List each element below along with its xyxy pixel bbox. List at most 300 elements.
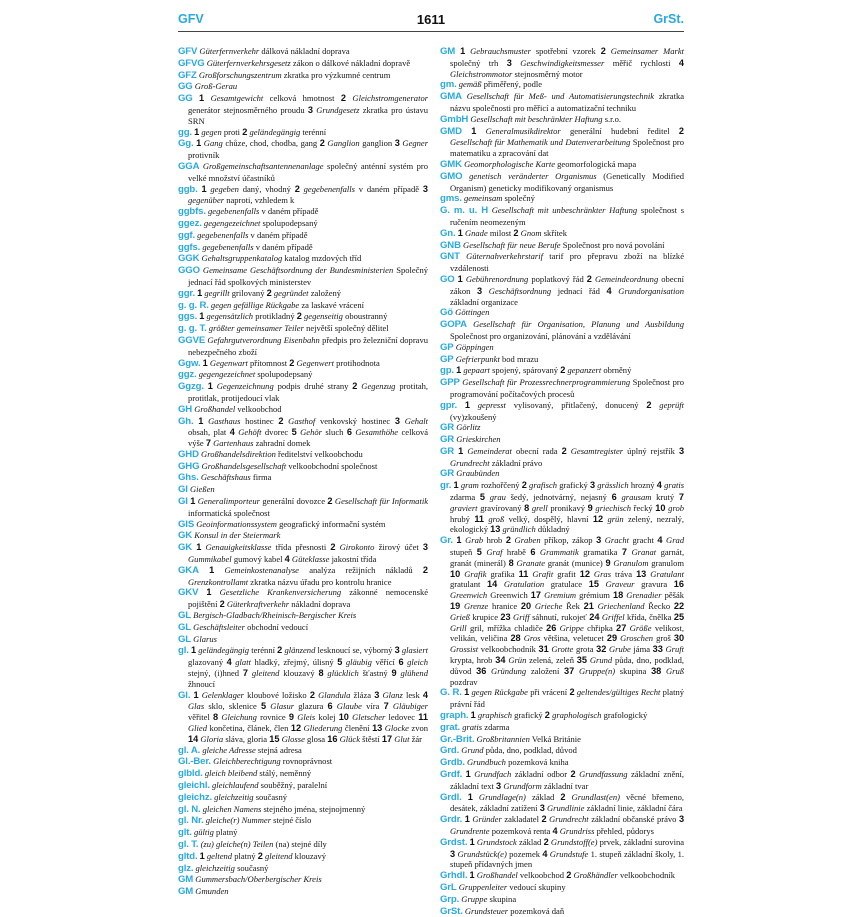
sense-number: 1 bbox=[460, 46, 466, 56]
german-term: Gleichberechtigung bbox=[213, 756, 281, 767]
sense-number: 14 bbox=[486, 579, 498, 590]
sense-number: 1 bbox=[465, 769, 471, 779]
czech-translation: zelený, nezralý, ekologický bbox=[450, 513, 685, 535]
czech-translation: spojený, spárovaný bbox=[492, 365, 559, 376]
czech-translation: grafit bbox=[557, 568, 576, 579]
czech-translation: (na) stejné díly bbox=[275, 838, 327, 849]
dictionary-entry bbox=[440, 687, 684, 710]
german-term: Grundbuch bbox=[466, 757, 506, 768]
german-term: Görlitz bbox=[456, 422, 481, 433]
czech-translation: dvorec bbox=[264, 427, 289, 438]
german-term: Gruppe(n) bbox=[578, 665, 616, 676]
german-term: geländegängig bbox=[249, 126, 301, 137]
headword: GKV bbox=[178, 587, 199, 599]
german-term: glücklich bbox=[327, 668, 359, 679]
dictionary-entry bbox=[440, 734, 684, 746]
german-term: Gremium bbox=[544, 590, 577, 601]
czech-translation: Greenwich bbox=[490, 590, 528, 601]
czech-translation: platný bbox=[234, 850, 256, 861]
dictionary-entry bbox=[178, 404, 428, 416]
czech-translation: sluch bbox=[325, 427, 344, 438]
headword: GGA bbox=[178, 160, 200, 172]
dictionary-entry bbox=[178, 484, 428, 496]
czech-translation: velkoobchod bbox=[237, 403, 282, 414]
german-term: Glocke bbox=[384, 723, 409, 734]
sense-number: 2 bbox=[242, 126, 248, 137]
czech-translation: dálková nákladní doprava bbox=[261, 46, 350, 56]
czech-translation: sláva, gloria bbox=[225, 733, 268, 744]
german-term: glühend bbox=[400, 668, 428, 679]
german-term: Grippe bbox=[559, 622, 584, 633]
sense-number: 1 bbox=[199, 311, 205, 322]
sense-number: 3 bbox=[506, 57, 512, 68]
dictionary-entry bbox=[178, 815, 428, 827]
german-term: Güterkraftverkehr bbox=[226, 599, 290, 610]
headword: GFZ bbox=[178, 69, 197, 81]
czech-translation: zahradní domek bbox=[255, 438, 311, 449]
dictionary-entry bbox=[440, 354, 684, 366]
german-term: gründlich bbox=[502, 524, 536, 535]
dictionary-entry bbox=[178, 449, 428, 461]
german-term: Grenadier bbox=[626, 590, 662, 601]
sense-number: 32 bbox=[596, 644, 607, 655]
german-term: Glandula bbox=[318, 689, 351, 700]
sense-number: 8 bbox=[524, 502, 530, 513]
sense-number: 21 bbox=[583, 601, 594, 612]
czech-translation: zelená, zeleň bbox=[529, 655, 574, 666]
czech-translation: granát (munice) bbox=[547, 557, 603, 568]
german-term: Gefahrgutverordnung Eisenbahn bbox=[207, 334, 320, 345]
german-term: Gemeinderat bbox=[467, 445, 512, 456]
sense-number: 11 bbox=[418, 712, 428, 723]
sense-number: 4 bbox=[284, 554, 290, 565]
headword: Gö bbox=[440, 307, 454, 319]
sense-number: 1 bbox=[453, 480, 459, 491]
sense-number: 5 bbox=[479, 492, 485, 503]
german-term: grell bbox=[531, 502, 548, 513]
german-term: Glut bbox=[394, 733, 410, 744]
headword: graph. bbox=[440, 710, 469, 722]
dictionary-entry bbox=[440, 91, 684, 114]
german-term: Grundrente bbox=[450, 825, 490, 836]
sense-number: 1 bbox=[190, 645, 197, 656]
czech-translation: sáhnutí, rukojeť bbox=[532, 611, 587, 622]
czech-translation: obecní zákon bbox=[450, 273, 685, 296]
sense-number: 13 bbox=[636, 568, 647, 579]
czech-translation: rovnice bbox=[260, 712, 286, 723]
czech-translation: groš bbox=[656, 633, 671, 644]
german-term: gleich bbox=[407, 657, 428, 668]
czech-translation: Řecko bbox=[648, 601, 671, 612]
czech-translation: zvon bbox=[411, 723, 429, 734]
german-term: Grieskirchen bbox=[456, 434, 501, 445]
dictionary-entry bbox=[440, 769, 684, 792]
dictionary-entry bbox=[440, 870, 684, 882]
czech-translation: největší společný dělitel bbox=[306, 323, 389, 334]
dictionary-entry bbox=[178, 242, 428, 254]
czech-translation: zakladatel bbox=[504, 814, 539, 825]
sense-number: 8 bbox=[213, 712, 219, 723]
dictionary-entry bbox=[178, 645, 428, 689]
headword: gl. T. bbox=[178, 838, 199, 850]
czech-translation: členění bbox=[344, 723, 370, 734]
sense-number: 37 bbox=[564, 665, 575, 676]
dictionary-entry bbox=[178, 253, 428, 265]
german-term: Griffel bbox=[601, 611, 625, 622]
headword: GGVE bbox=[178, 334, 206, 346]
czech-translation: Velká Británie bbox=[531, 733, 581, 744]
dictionary-entry bbox=[178, 265, 428, 288]
czech-translation: obrněný bbox=[603, 365, 632, 376]
dictionary-entry bbox=[440, 906, 684, 917]
czech-translation: lesk bbox=[406, 689, 420, 700]
czech-translation: sklo, sklenice bbox=[208, 701, 257, 712]
czech-translation: grafologický bbox=[603, 710, 648, 721]
german-term: gegen Rückgabe bbox=[471, 687, 528, 698]
czech-translation: třída přesnosti bbox=[275, 542, 327, 553]
czech-translation: stálý, neměnný bbox=[259, 768, 312, 779]
headword: gm. bbox=[440, 79, 457, 91]
czech-translation: v daném případě bbox=[358, 183, 420, 194]
sense-number: 2 bbox=[600, 46, 606, 56]
headword: G. R. bbox=[440, 687, 462, 699]
czech-translation: rozhořčený bbox=[481, 480, 520, 491]
german-term: Grundrecht bbox=[450, 457, 490, 468]
czech-translation: grafický bbox=[514, 710, 543, 721]
german-term: geltendes/gültiges Recht bbox=[576, 687, 661, 698]
german-term: Grenzkontrollamt bbox=[188, 576, 249, 587]
czech-translation: obecní rada bbox=[515, 445, 558, 456]
german-term: Granulom bbox=[613, 557, 649, 568]
czech-translation: předpis pro železniční dopravu nebezpečného zboží bbox=[188, 334, 429, 357]
dictionary-entry bbox=[178, 804, 428, 816]
czech-translation: zkratka názvu společnosti pro měřicí a automatizační techniku bbox=[450, 91, 685, 113]
german-term: Grossist bbox=[450, 644, 479, 655]
dictionary-entry bbox=[178, 218, 428, 230]
sense-number: 2 bbox=[560, 365, 566, 376]
sense-number: 2 bbox=[566, 870, 572, 881]
headword: glbld. bbox=[178, 768, 203, 780]
czech-translation: zkratka pro výzkumné centrum bbox=[283, 69, 391, 80]
last-guide-word: GrSt. bbox=[653, 12, 684, 26]
sense-number: 2 bbox=[319, 138, 325, 149]
german-term: Großbritannien bbox=[476, 733, 530, 744]
headword: Gr. bbox=[440, 535, 453, 547]
sense-number: 1 bbox=[202, 357, 208, 368]
czech-translation: základní organizace bbox=[450, 296, 518, 307]
czech-translation: daný, vhodný bbox=[242, 183, 291, 194]
czech-translation: gril, mřížka chladiče bbox=[469, 622, 543, 633]
czech-translation: spolupodepsaný bbox=[257, 369, 313, 380]
dictionary-entry bbox=[178, 81, 428, 93]
sense-number: 5 bbox=[261, 701, 267, 712]
headword: Grdst. bbox=[440, 836, 468, 848]
czech-translation: pronikavý bbox=[550, 502, 586, 513]
czech-translation: hrozný bbox=[630, 480, 655, 491]
headword: Ghs. bbox=[178, 472, 199, 484]
czech-translation: žár bbox=[411, 733, 423, 744]
czech-translation: základní odbor bbox=[514, 769, 568, 779]
czech-translation: glosa bbox=[307, 733, 326, 744]
german-term: Grundriss bbox=[559, 825, 595, 836]
dictionary-entry bbox=[440, 814, 684, 837]
czech-translation: firma bbox=[252, 472, 272, 483]
german-term: Grammatik bbox=[539, 547, 579, 558]
sense-number: 23 bbox=[500, 611, 511, 622]
headword: glz. bbox=[178, 862, 194, 874]
czech-translation: velký, dospělý, hlavní bbox=[508, 513, 589, 524]
dictionary-entry bbox=[178, 530, 428, 542]
sense-number: 15 bbox=[269, 733, 280, 744]
headword: GrL bbox=[440, 881, 457, 893]
dictionary-entry bbox=[440, 422, 684, 434]
headword: GP bbox=[440, 341, 454, 353]
german-term: Gracht bbox=[604, 535, 629, 546]
dictionary-entry bbox=[440, 114, 684, 126]
german-term: glänzend bbox=[284, 645, 316, 656]
czech-translation: velkoobchodník bbox=[619, 870, 676, 881]
dictionary-entry bbox=[440, 894, 684, 906]
german-term: Gloria bbox=[200, 733, 224, 744]
german-term: gleich bleibend bbox=[204, 768, 258, 779]
czech-translation: hladký, zřejmý, úlisný bbox=[254, 657, 334, 668]
dictionary-entry bbox=[178, 780, 428, 792]
dictionary-entry bbox=[440, 710, 684, 722]
czech-translation: základní tvar bbox=[543, 780, 589, 791]
german-term: gegensätzlich bbox=[206, 311, 254, 322]
headword: Gr.-Brit. bbox=[440, 733, 475, 745]
czech-translation: spotřební vzorek bbox=[535, 46, 596, 56]
sense-number: 15 bbox=[588, 579, 599, 590]
sense-number: 6 bbox=[611, 492, 617, 503]
dictionary-entry bbox=[440, 159, 684, 171]
czech-translation: oboustranný bbox=[345, 311, 388, 322]
czech-translation: grilovaný bbox=[231, 287, 265, 298]
czech-translation: gravírovaný bbox=[480, 502, 522, 513]
sense-number: 29 bbox=[606, 633, 618, 644]
headword: GIS bbox=[178, 518, 195, 530]
headword: gleichl. bbox=[178, 780, 210, 791]
headword: Gg. bbox=[178, 138, 194, 150]
german-term: gleiche(r) Nummer bbox=[205, 815, 272, 826]
german-term: Grundform bbox=[503, 780, 542, 791]
sense-number: 12 bbox=[592, 513, 604, 524]
czech-translation: přehled, půdorys bbox=[596, 825, 655, 836]
sense-number: 3 bbox=[394, 138, 400, 149]
sense-number: 22 bbox=[673, 601, 685, 612]
sense-number: 2 bbox=[294, 183, 300, 194]
german-term: Größe bbox=[629, 622, 652, 633]
german-term: Gesellschaft für Organisation, Planung und Ausbildung bbox=[473, 319, 684, 330]
czech-translation: zkratka pro ústavu SRN bbox=[188, 104, 429, 126]
german-term: grafisch bbox=[529, 480, 558, 491]
czech-translation: základ bbox=[519, 836, 542, 847]
sense-number: 11 bbox=[474, 513, 485, 524]
german-term: Graveur bbox=[605, 579, 635, 590]
czech-translation: za laskavé vrácení bbox=[301, 299, 364, 310]
german-term: Großhändler bbox=[573, 870, 618, 881]
german-term: Granat bbox=[631, 547, 657, 558]
sense-number: 2 bbox=[219, 599, 225, 610]
czech-translation: hrabě bbox=[506, 547, 526, 558]
dictionary-entry bbox=[178, 587, 428, 610]
sense-number: 16 bbox=[673, 579, 685, 590]
sense-number: 9 bbox=[391, 668, 397, 679]
first-guide-word: GFV bbox=[178, 12, 204, 26]
sense-number: 1 bbox=[206, 587, 212, 598]
czech-translation: bod mrazu bbox=[502, 353, 539, 364]
sense-number: 6 bbox=[530, 547, 536, 558]
sense-number: 16 bbox=[327, 733, 338, 744]
czech-translation: protikladný bbox=[255, 311, 295, 322]
german-term: gleichlaufend bbox=[212, 780, 259, 790]
sense-number: 26 bbox=[546, 622, 557, 633]
sense-number: 1 bbox=[209, 564, 215, 575]
dictionary-entry bbox=[178, 519, 428, 531]
czech-translation: zkratka názvu úřadu pro kontrolu hranice bbox=[250, 576, 392, 587]
german-term: gram bbox=[460, 480, 479, 491]
german-term: Gesellschaft für Meß- und Automatisierungstechnik bbox=[466, 91, 655, 102]
czech-translation: zdarma bbox=[484, 721, 510, 732]
headword: GL bbox=[178, 610, 192, 622]
sense-number: 1 bbox=[199, 850, 205, 861]
sense-number: 4 bbox=[226, 657, 232, 668]
german-term: Grundgesetz bbox=[316, 104, 360, 115]
dictionary-entry bbox=[178, 311, 428, 323]
german-term: gegenüber bbox=[188, 195, 225, 206]
headword: GMO bbox=[440, 170, 463, 182]
german-term: Güterfernverkehr bbox=[199, 46, 260, 56]
czech-translation: tarif pro přepravu zboží na blízké vzdálenosti bbox=[450, 251, 685, 274]
czech-translation: glazura bbox=[298, 701, 324, 712]
sense-number: 2 bbox=[646, 399, 652, 410]
german-term: Groschen bbox=[620, 633, 654, 644]
czech-translation: velkoobchodní společnost bbox=[288, 460, 378, 471]
dictionary-entry bbox=[440, 240, 684, 252]
czech-translation: protihodnota bbox=[336, 357, 380, 368]
german-term: gleitend bbox=[265, 850, 293, 861]
czech-translation: platný bbox=[216, 827, 238, 838]
sense-number: 5 bbox=[337, 657, 343, 668]
czech-translation: protitah, protitlak, protijedoucí vlak bbox=[188, 381, 429, 403]
dictionary-entry bbox=[178, 827, 428, 839]
german-term: Grundorganisation bbox=[618, 285, 684, 296]
headword: GmbH bbox=[440, 113, 469, 125]
headword: GK bbox=[178, 542, 193, 554]
czech-translation: gracht bbox=[632, 535, 654, 546]
german-term: Ganglion bbox=[327, 138, 360, 149]
czech-translation: základní občanské právo bbox=[591, 814, 677, 825]
right-column bbox=[440, 46, 684, 917]
sense-number: 33 bbox=[652, 644, 663, 655]
sense-number: 2 bbox=[340, 93, 346, 104]
dictionary-entry bbox=[178, 381, 428, 404]
german-term: Gesellschaft mit unbeschränkter Haftung bbox=[491, 205, 638, 216]
german-term: gegrillt bbox=[204, 287, 230, 298]
sense-number: 2 bbox=[678, 125, 685, 136]
german-term: Gnom bbox=[520, 227, 542, 238]
german-term: Gemeinkostenanalyse bbox=[224, 564, 299, 575]
dictionary-entry bbox=[178, 690, 428, 745]
german-term: Glarus bbox=[193, 633, 217, 644]
german-term: gleitend bbox=[251, 668, 280, 679]
german-term: Grube bbox=[608, 644, 631, 655]
german-term: Konsul in der Steiermark bbox=[194, 530, 281, 541]
czech-translation: společný anténní systém pro velké množství účastníků bbox=[188, 160, 428, 183]
sense-number: 2 bbox=[327, 496, 333, 507]
dictionary-entry bbox=[178, 745, 428, 757]
czech-translation: grafický bbox=[559, 480, 588, 491]
german-term: Gang bbox=[203, 138, 223, 149]
czech-translation: hostinec bbox=[245, 415, 274, 426]
headword: ggf. bbox=[178, 229, 195, 241]
czech-translation: měřič rychlosti bbox=[612, 57, 671, 68]
headword: ggb. bbox=[178, 183, 198, 195]
german-term: gleichzeitig bbox=[214, 791, 254, 802]
sense-number: 34 bbox=[495, 655, 506, 666]
headword: grat. bbox=[440, 721, 461, 733]
czech-translation: naproti, vzhledem k bbox=[226, 195, 295, 206]
sense-number: 2 bbox=[543, 836, 549, 847]
czech-translation: současný bbox=[255, 791, 288, 802]
dictionary-entry bbox=[178, 46, 428, 58]
german-term: gegeben bbox=[210, 183, 239, 194]
headword: GMK bbox=[440, 158, 462, 170]
german-term: Gleichstrommotor bbox=[450, 68, 513, 79]
sense-number: 2 bbox=[352, 381, 358, 392]
german-term: grün bbox=[607, 513, 624, 524]
german-term: gegebenenfalls bbox=[208, 206, 260, 217]
czech-translation: tráva bbox=[615, 568, 633, 579]
headword: GO bbox=[440, 273, 455, 285]
czech-translation: zákon o dálkové nákladní dopravě bbox=[292, 57, 411, 68]
czech-translation: skupina bbox=[489, 893, 517, 904]
dictionary-entry bbox=[440, 757, 684, 769]
german-term: Glied bbox=[188, 723, 207, 734]
german-term: Girokonto bbox=[339, 542, 375, 553]
dictionary-entry bbox=[178, 851, 428, 863]
czech-translation: pozemek bbox=[509, 848, 541, 859]
german-term: (zu) gleiche(n) Teilen bbox=[200, 838, 274, 849]
czech-translation: základní právo bbox=[491, 457, 543, 468]
german-term: Grenze bbox=[463, 601, 489, 612]
czech-translation: venkovský hostinec bbox=[319, 415, 391, 426]
german-term: Grotte bbox=[551, 644, 574, 655]
czech-translation: nákladní doprava bbox=[291, 599, 351, 610]
sense-number: 7 bbox=[205, 438, 211, 449]
sense-number: 6 bbox=[327, 701, 333, 712]
headword: ggs. bbox=[178, 311, 198, 323]
sense-number: 4 bbox=[542, 848, 548, 859]
german-term: Gruft bbox=[665, 644, 685, 655]
czech-translation: v daném případě bbox=[255, 241, 313, 252]
german-term: Gummikabel bbox=[188, 554, 232, 565]
czech-translation: věřící bbox=[375, 657, 395, 668]
czech-translation: většina, veletucet bbox=[543, 633, 604, 644]
german-term: grau bbox=[489, 492, 506, 503]
headword: G. m. u. H bbox=[440, 205, 488, 217]
german-term: Gnade bbox=[464, 227, 488, 238]
dictionary-entry bbox=[440, 319, 684, 342]
german-term: Grab bbox=[465, 535, 484, 546]
sense-number: 1 bbox=[193, 689, 199, 700]
sense-number: 17 bbox=[381, 733, 393, 744]
czech-translation: protivník bbox=[188, 150, 220, 161]
german-term: gegründet bbox=[273, 287, 309, 298]
german-term: Gläubiger bbox=[392, 701, 428, 712]
german-term: Großgemeinschaftsantennenanlage bbox=[202, 160, 324, 171]
czech-translation: platný právní řád bbox=[450, 687, 685, 710]
